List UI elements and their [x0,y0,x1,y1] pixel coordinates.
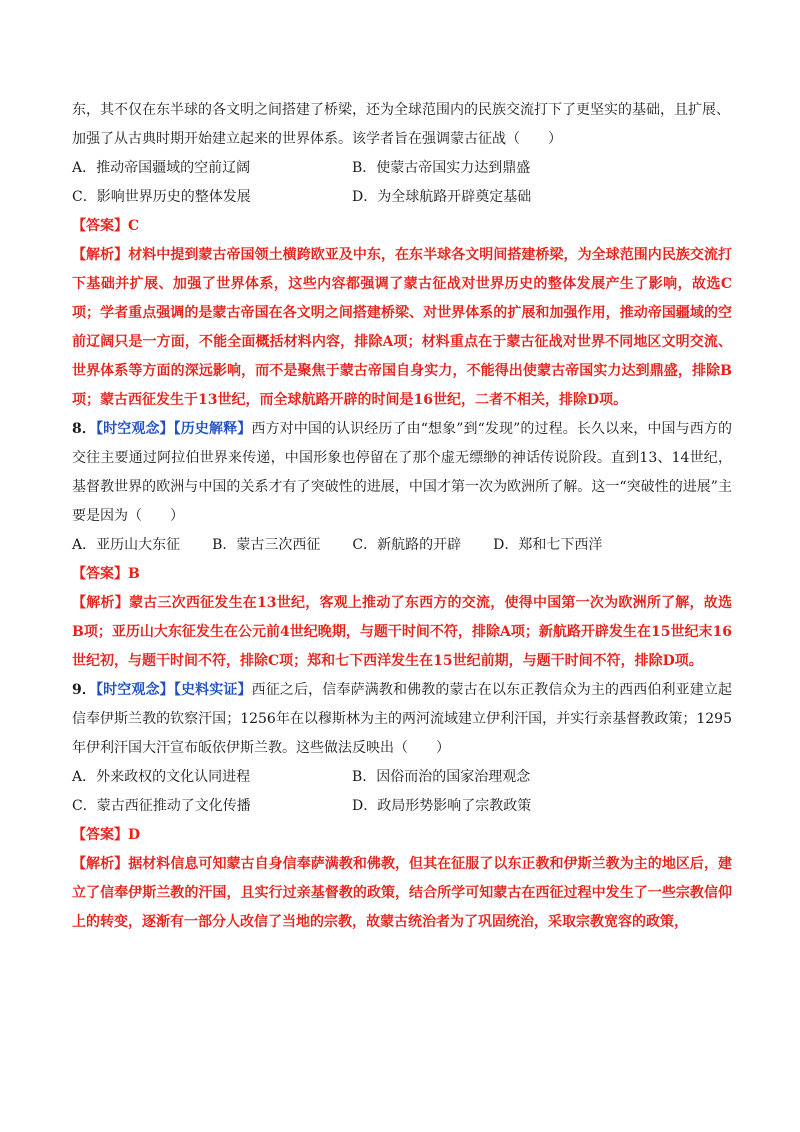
q8-explanation-text: 蒙古三次西征发生在13世纪，客观上推动了东西方的交流，使得中国第一次为欧洲所了解，故选B项；亚历山大东征发生在公元前4世纪晚期，与题干时间不符，排除A项；新航路开辟发生在15世纪末16世纪初，与题干时间不符，排除C项；郑和七下西洋发生在15世纪前期，与题干时间不符，排除D项。 [72,595,732,669]
q9-stem [72,676,732,763]
q7-option-b: B．使蒙古帝国实力达到鼎盛 [352,160,531,176]
q9-option-a: A．外来政权的文化认同进程 [72,769,251,785]
q8-options [72,531,732,560]
q7-stem-line-1: 东，其不仅在东半球的各文明之间搭建了桥梁，还为全球范围内的民族交流打下了更坚实的基础，且扩展、 [72,102,730,118]
q7-explanation-text: 材料中提到蒙古帝国领土横跨欧亚及中东，在东半球各文明间搭建桥梁，为全球范围内民族交流打下基础并扩展、加强了世界体系，这些内容都强调了蒙古征战对世界历史的整体发展产生了影响，故选C项；学者重点强调的是蒙古帝国在各文明之间搭建桥梁、对世界体系的扩展和加强作用，推动帝国疆域的空前辽阔只是一方面，不能全面概括材料内容，排除A项；材料重点在于蒙古征战对世界不同地区文明交流、世界体系等方面的深远影响，而不是聚焦于蒙古帝国自身实力，不能得出使蒙古帝国实力达到鼎盛，排除B项；蒙古西征发生于13世纪，而全球航路开辟的时间是16世纪，二者不相关，排除D项。 [72,247,733,408]
q7-explanation [72,241,732,415]
q8-stem-text: 西方对中国的认识经历了由“想象”到“发现”的过程。长久以来，中国与西方的交往主要通过阿拉伯世界来传递，中国形象也停留在了那个虚无缥缈的神话传说阶段。直到13、14世纪，基督教世界的欧洲与中国的关系才有了突破性的进展，中国才第一次为欧洲所了解。这一“突破性的进展”主要是因为（ ） [72,421,732,524]
q7-stem-line-2: 加强了从古典时期开始建立起来的世界体系。该学者旨在强调蒙古征战（ ） [72,131,562,147]
q8-stem [72,415,732,531]
q8-option-d: D．郑和七下西洋 [493,537,603,553]
q8-tag-2: 【历史解释】 [173,421,252,437]
q9-explanation-label: 【解析】 [72,856,129,872]
q8-option-c: C．新航路的开辟 [352,537,462,553]
q9-number: 9． [72,682,97,698]
q9-stem-text: 西征之后，信奉萨满教和佛教的蒙古在以东正教信众为主的西西伯利亚建立起信奉伊斯兰教的钦察汗国；1256年在以穆斯林为主的两河流域建立伊利汗国，并实行亲基督教政策；1295年伊利汗国大汗宣布皈依伊斯兰教。这些做法反映出（ ） [72,682,733,756]
q9-explanation-text: 据材料信息可知蒙古自身信奉萨满教和佛教，但其在征服了以东正教和伊斯兰教为主的地区后，建立了信奉伊斯兰教的汗国，且实行过亲基督教的政策，结合所学可知蒙古在西征过程中发生了一些宗教信仰上的转变，逐渐有一部分人改信了当地的宗教，故蒙古统治者为了巩固统治，采取宗教宽容的政策， [72,856,733,930]
q7-options-row-2 [72,183,732,212]
q9-tag-2: 【史料实证】 [173,682,252,698]
q8-answer: 【答案】B [72,566,140,582]
q7-option-c: C．影响世界历史的整体发展 [72,189,251,205]
document-page [72,96,732,937]
q9-options-row-1 [72,763,732,792]
q8-option-a: A．亚历山大东征 [72,537,181,553]
q9-options-row-2 [72,792,732,821]
q7-options-row-1 [72,154,732,183]
q9-option-b: B．因俗而治的国家治理观念 [352,769,531,785]
q8-number: 8． [72,421,96,437]
q7-answer: 【答案】C [72,218,140,234]
q9-tag-1: 【时空观念】 [96,682,174,698]
q7-explanation-label: 【解析】 [72,247,129,263]
q8-tag-1: 【时空观念】 [95,421,174,437]
q7-option-d: D．为全球航路开辟奠定基础 [352,189,532,205]
q9-option-d: D．政局形势影响了宗教政策 [352,798,532,814]
q9-explanation [72,850,732,937]
q8-explanation-label: 【解析】 [72,595,129,611]
q8-option-b: B．蒙古三次西征 [212,537,321,553]
q9-option-c: C．蒙古西征推动了文化传播 [72,798,251,814]
q8-explanation [72,589,732,676]
q7-option-a: A．推动帝国疆域的空前辽阔 [72,160,251,176]
q9-answer: 【答案】D [72,827,141,843]
